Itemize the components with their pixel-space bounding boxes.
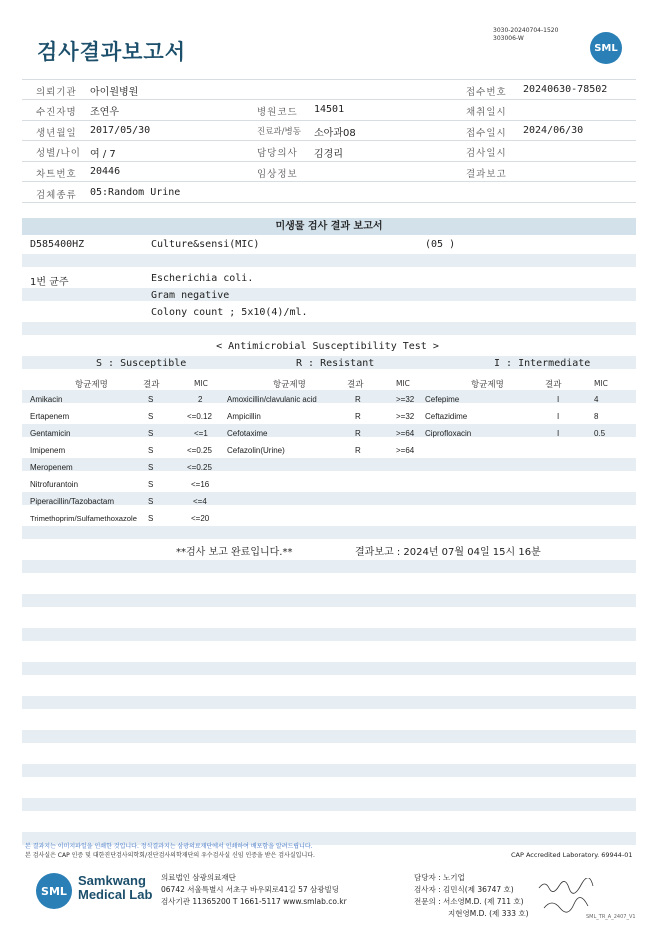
col1-mic-header: MIC (194, 379, 208, 388)
col3-result-header: 결과 (545, 380, 562, 390)
clinical-label: 임상정보 (257, 169, 298, 180)
document-code-line2: 303006-W (493, 35, 524, 42)
footer-brand (78, 874, 152, 902)
ast-drug: Trimethoprim/Sulfamethoxazole (30, 514, 137, 523)
ast-result: R (355, 412, 361, 421)
sex-age-value: 여 / 7 (90, 149, 116, 160)
ast-result: I (557, 395, 560, 404)
chart-no-value: 20446 (90, 166, 121, 177)
ast-mic: <=0.12 (187, 412, 212, 421)
col2-result-header: 결과 (347, 380, 364, 390)
organism-label: 1번 균주 (30, 277, 69, 288)
ast-drug: Gentamicin (30, 429, 71, 438)
ast-mic: <=20 (191, 514, 210, 523)
ast-mic: <=4 (193, 497, 207, 506)
patient-label: 수진자명 (36, 107, 77, 118)
ast-result: R (355, 446, 361, 455)
receipt-no-label: 접수번호 (466, 87, 507, 98)
col2-drug-header: 항균제명 (273, 380, 306, 390)
col3-drug-header: 항균제명 (471, 380, 504, 390)
ast-drug: Nitrofurantoin (30, 480, 79, 489)
ast-drug: Amoxicillin/clavulanic acid (227, 395, 317, 404)
ast-result: S (148, 514, 154, 523)
brand-line2: Medical Lab (78, 887, 153, 902)
ast-result: S (148, 429, 154, 438)
ast-result: R (355, 429, 361, 438)
staff-manager: 담당자 : 노기업 (414, 873, 465, 882)
ast-mic: 2 (198, 395, 203, 404)
ast-result: S (148, 480, 154, 489)
ast-drug: Amikacin (30, 395, 63, 404)
org-name: 의료법인 삼광의료재단 (161, 873, 236, 882)
ast-drug: Imipenem (30, 446, 66, 455)
institution-label: 의뢰기관 (36, 87, 77, 98)
legend-resistant: R : Resistant (296, 358, 375, 369)
col3-mic-header: MIC (594, 379, 608, 388)
form-code: SML_TR_A_2407_V1 (586, 914, 636, 920)
footer-sml-logo: SML (36, 873, 72, 909)
specimen-value: 05:Random Urine (90, 187, 181, 198)
ast-mic: <=0.25 (187, 446, 212, 455)
ast-result: I (557, 429, 560, 438)
page-title: 검사결과보고서 (37, 40, 187, 64)
organism-colony: Colony count ; 5x10(4)/ml. (151, 307, 308, 318)
dob-value: 2017/05/30 (90, 125, 151, 136)
ast-drug: Ciprofloxacin (425, 429, 472, 438)
test-seq: (05 ) (425, 239, 456, 250)
test-date-label: 검사일시 (466, 148, 507, 159)
ast-drug: Ceftazidime (425, 412, 468, 421)
receipt-no-value: 20240630-78502 (523, 84, 608, 95)
ast-mic: <=1 (194, 429, 208, 438)
collect-date-label: 채취일시 (466, 107, 507, 118)
ast-mic: >=64 (396, 429, 415, 438)
institution-value: 아이원병원 (90, 87, 139, 98)
ast-mic: >=64 (396, 446, 415, 455)
receipt-date-value: 2024/06/30 (523, 125, 584, 136)
ast-mic: <=0.25 (187, 463, 212, 472)
col1-result-header: 결과 (143, 380, 160, 390)
ast-mic: 0.5 (594, 429, 606, 438)
chart-no-label: 차트번호 (36, 169, 77, 180)
staff-specialist1: 전문의 : 서소영M.D. (제 711 호) (414, 897, 524, 906)
test-code: D585400HZ (30, 239, 85, 250)
result-report-label: 결과보고 (466, 169, 507, 180)
specimen-label: 검체종류 (36, 190, 77, 201)
ast-drug: Ertapenem (30, 412, 70, 421)
staff-specialist2: 지현영M.D. (제 333 호) (448, 909, 529, 918)
dob-label: 생년월일 (36, 128, 77, 139)
ast-drug: Ampicillin (227, 412, 261, 421)
sml-logo: SML (590, 32, 622, 64)
ast-result: I (557, 412, 560, 421)
micro-section-title: 미생물 검사 결과 보고서 (22, 218, 636, 235)
ast-drug: Cefepime (425, 395, 460, 404)
col1-drug-header: 항균제명 (75, 380, 108, 390)
doctor-label: 담당의사 (257, 148, 298, 159)
patient-value: 조연우 (90, 107, 119, 118)
ast-result: S (148, 463, 154, 472)
organism-gram: Gram negative (151, 290, 230, 301)
organism-name: Escherichia coli. (151, 273, 254, 284)
ast-mic: <=16 (191, 480, 210, 489)
image-print-notice: 본 결과지는 이미지파일을 인쇄한 것입니다. 정식결과지는 삼광의료재단에서 인쇄하여 배포함을 알려드립니다. (25, 843, 313, 850)
legend-susceptible: S : Susceptible (96, 358, 187, 369)
accreditation-notice: 본 검사실은 CAP 인증 및 대한진단검사의학회/진단검사의학재단의 우수검사실 신임 인증을 받은 검사실입니다. (25, 852, 315, 859)
cap-accreditation: CAP Accredited Laboratory. 69944-01 (511, 851, 633, 859)
legend-intermediate: I : Intermediate (494, 358, 591, 369)
doctor-value: 김경리 (314, 149, 343, 160)
hospital-code-label: 병원코드 (257, 107, 298, 118)
staff-tester: 검사자 : 김민식(제 36747 호) (414, 885, 514, 894)
ast-mic: >=32 (396, 412, 415, 421)
ast-drug: Meropenem (30, 463, 73, 472)
ast-result: S (148, 497, 154, 506)
ast-title: < Antimicrobial Susceptibility Test > (216, 341, 439, 352)
ast-drug: Cefotaxime (227, 429, 268, 438)
ast-result: S (148, 412, 154, 421)
report-time: 결과보고 : 2024년 07월 04일 15시 16분 (355, 547, 541, 558)
test-name: Culture&sensi(MIC) (151, 239, 260, 250)
dept-value: 소아과08 (314, 128, 356, 139)
document-code (493, 27, 558, 43)
ast-mic: 8 (594, 412, 599, 421)
hospital-code-value: 14501 (314, 104, 345, 115)
ast-mic: 4 (594, 395, 599, 404)
sex-age-label: 성별/나이 (36, 148, 81, 159)
receipt-date-label: 접수일시 (466, 128, 507, 139)
report-complete-text: **검사 보고 완료입니다.** (176, 547, 293, 558)
ast-drug: Piperacillin/Tazobactam (30, 497, 115, 506)
brand-line1: Samkwang (78, 873, 146, 888)
ast-mic: >=32 (396, 395, 415, 404)
ast-result: S (148, 395, 154, 404)
org-address: 06742 서울특별시 서초구 바우뫼로41길 57 삼광빌딩 (161, 885, 340, 894)
ast-result: S (148, 446, 154, 455)
col2-mic-header: MIC (396, 379, 410, 388)
signature-image (536, 878, 596, 918)
ast-drug: Cefazolin(Urine) (227, 446, 285, 455)
document-code-line1: 3030-20240704-1520 (493, 27, 559, 34)
org-contact: 검사기관 11365200 T 1661-5117 www.smlab.co.kr (161, 897, 347, 906)
ast-result: R (355, 395, 361, 404)
dept-label: 진료과/병동 (257, 127, 301, 137)
